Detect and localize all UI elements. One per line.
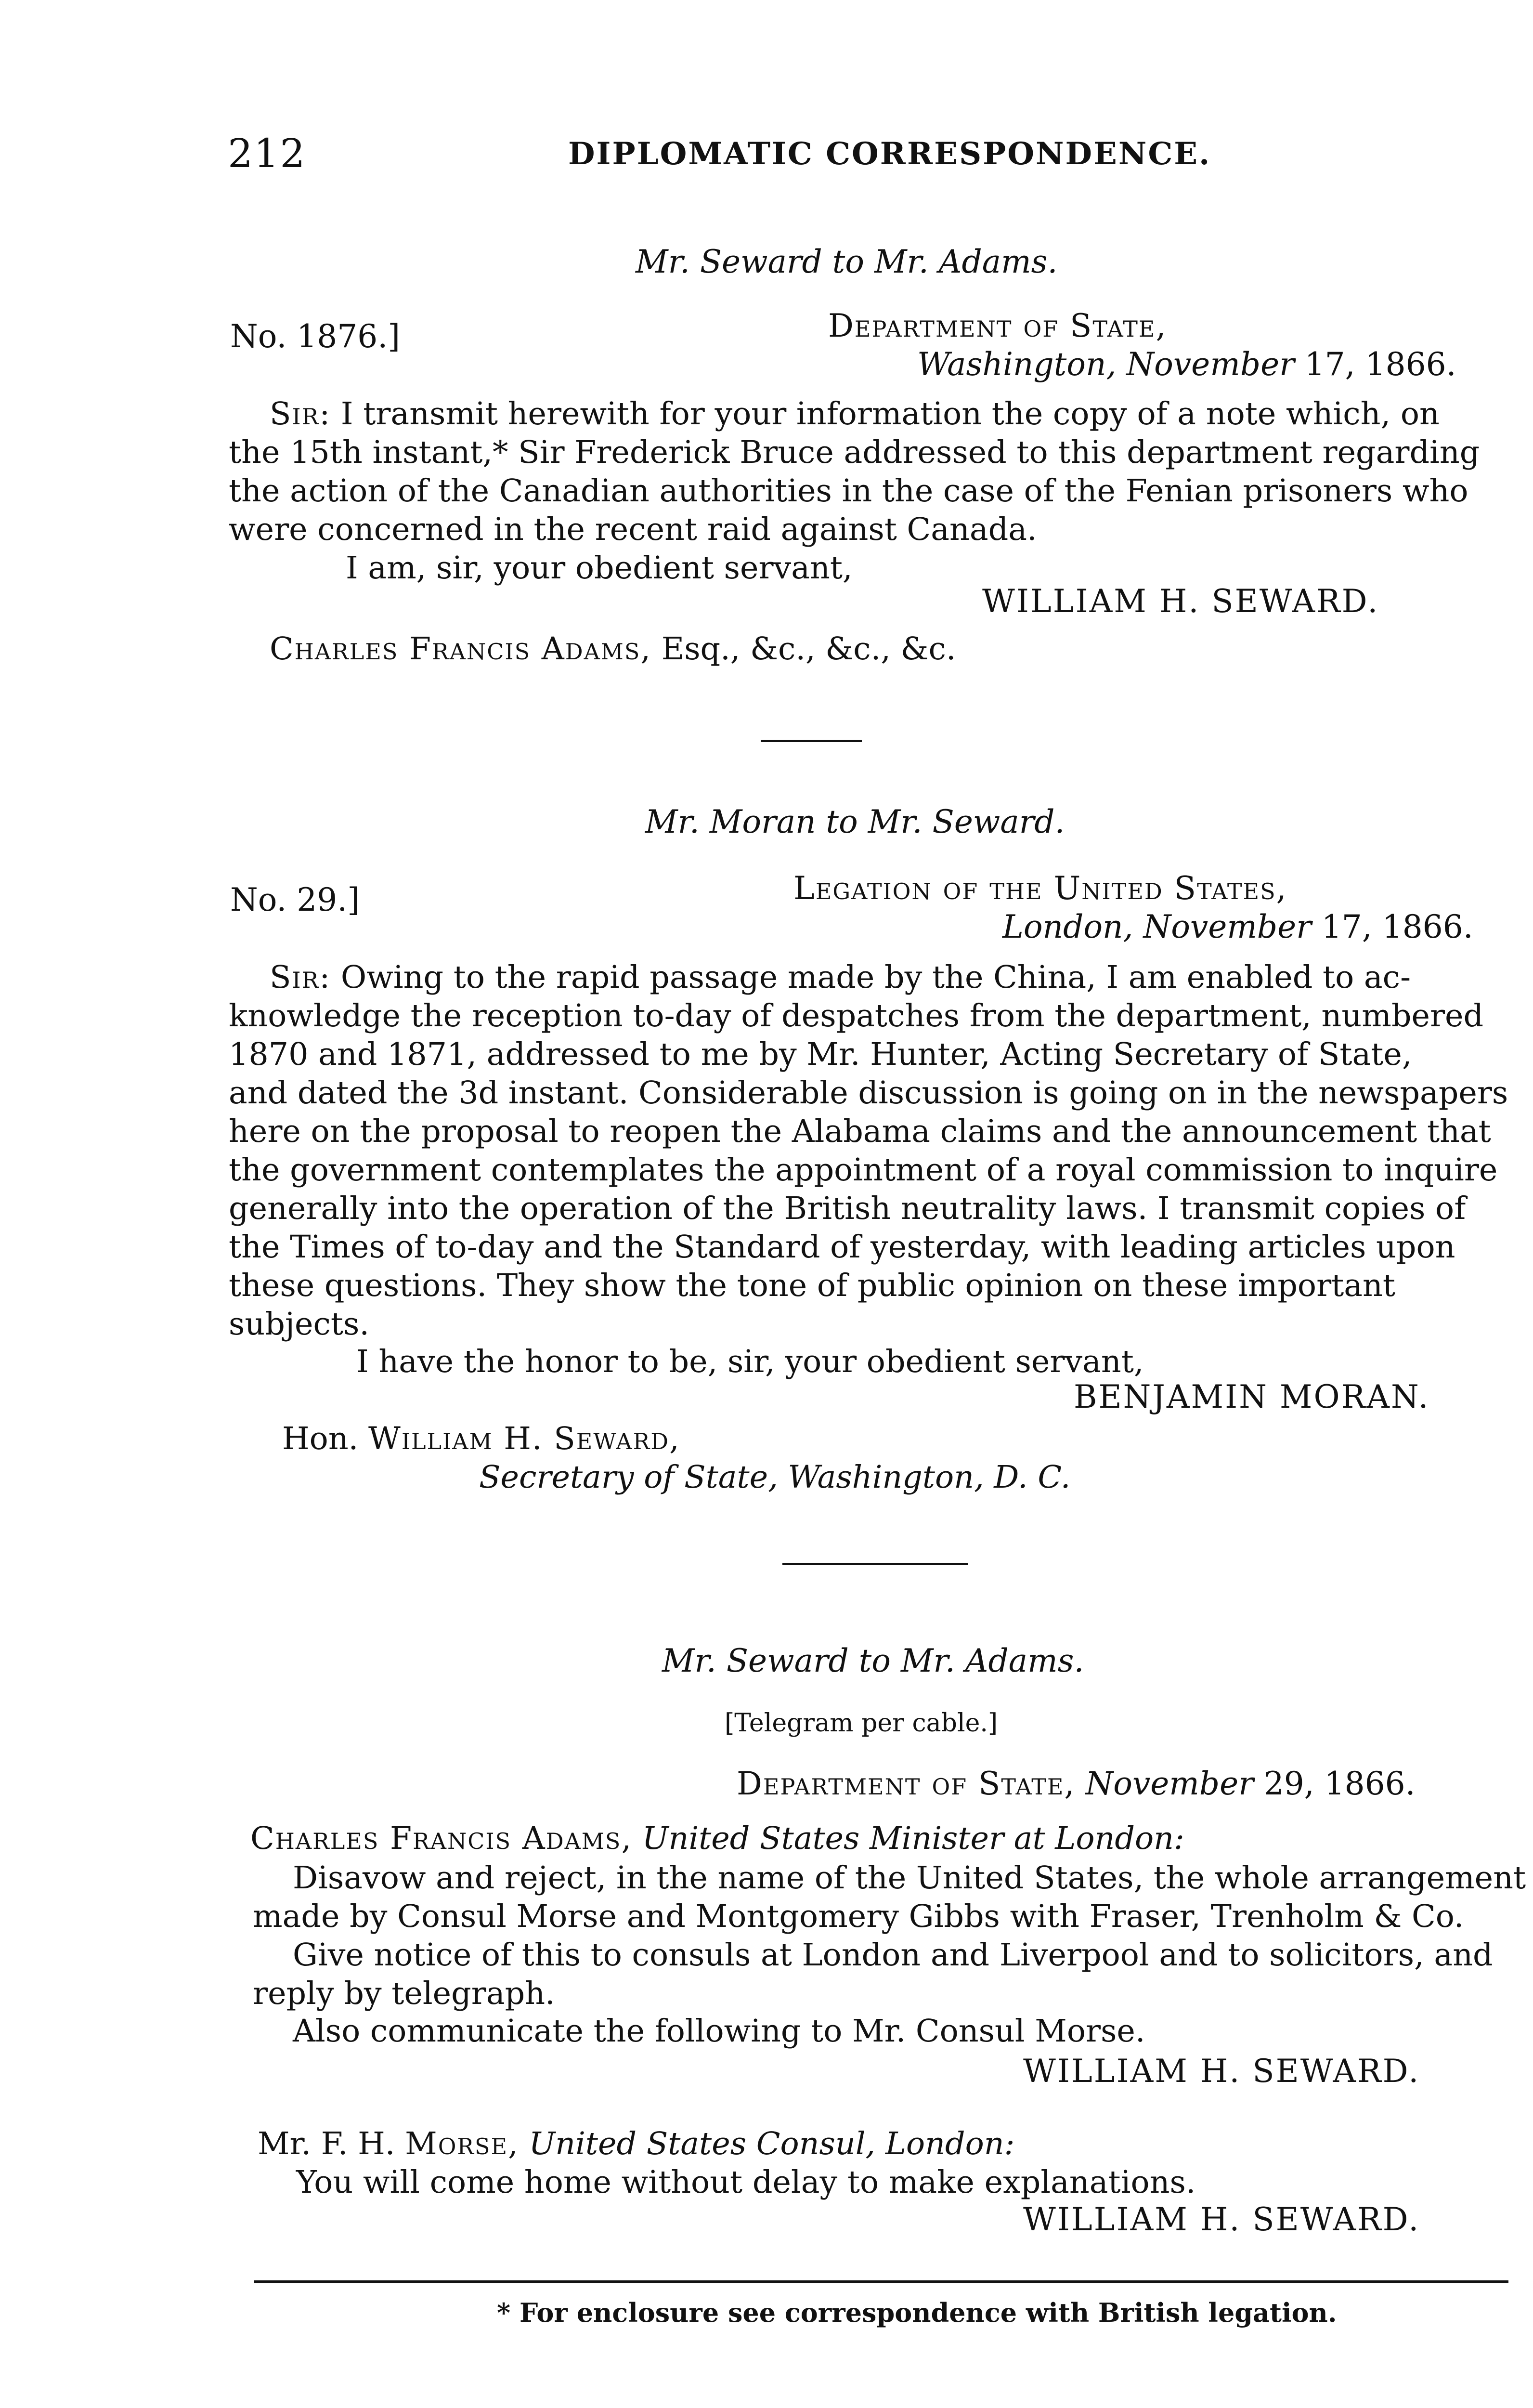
footnote-rule [254,2280,1508,2283]
letter3-subheading: [Telegram per cable.] [725,1709,998,1738]
letter2-salutation: Sir: [270,959,331,995]
letter2-body-6: the government contemplates the appointment of a royal commission to inquire [229,1152,1498,1188]
letter2-body-4: and dated the 3d instant. Considerable discussion is going on in the newspapers [229,1075,1508,1111]
section-divider [761,740,862,742]
page-number: 212 [228,131,306,177]
letter1-body-3: the action of the Canadian authorities in the case of the Fenian prisoners who [229,473,1468,509]
running-title: DIPLOMATIC CORRESPONDENCE. [568,136,1211,172]
letter2-body-10: subjects. [229,1306,369,1342]
letter1-office: Department of State, [828,307,1167,344]
letter2-line-1 [270,959,1411,995]
letter2-body-5: here on the proposal to reopen the Alabama claims and the announcement that [229,1113,1491,1150]
letter2-addressee [282,1421,680,1457]
letter2-body-8: the Times of to-day and the Standard of yesterday, with leading articles upon [229,1229,1455,1265]
letter3-second-signature: WILLIAM H. SEWARD. [1023,2201,1420,2238]
letter1-signature: WILLIAM H. SEWARD. [982,583,1379,620]
letter2-signature: BENJAMIN MORAN. [1074,1378,1430,1415]
letter3-body-5: Also communicate the following to Mr. Consul Morse. [293,2013,1145,2049]
letter2-closing: I have the honor to be, sir, your obedient servant, [356,1344,1144,1380]
letter1-addressee-name: Charles Francis Adams, [270,631,652,667]
letter1-place-date: Washington, November [917,346,1295,383]
letter2-addressee-name: William H. Seward, [368,1421,680,1457]
letter3-date-month: November [1085,1765,1254,1802]
letter2-body-9: these questions. They show the tone of public opinion on these important [229,1268,1395,1304]
letter3-second-name: Morse, [405,2126,519,2162]
letter2-body-3: 1870 and 1871, addressed to me by Mr. Hunter, Acting Secretary of State, [229,1036,1412,1073]
section-divider [782,1563,968,1565]
letter3-body-4: reply by telegraph. [253,1976,555,2012]
letter1-addressee-rest: Esq., &c., &c., &c. [661,631,956,667]
letter2-date-line [1002,908,1473,945]
letter2-body-1: Owing to the rapid passage made by the China, I am enabled to ac- [340,959,1411,995]
letter1-body-2: the 15th instant,* Sir Frederick Bruce addressed to this department regarding [229,434,1480,471]
letter2-number: No. 29.] [230,881,360,918]
letter3-signature: WILLIAM H. SEWARD. [1023,2053,1420,2090]
footnote: * For enclosure see correspondence with British legation. [497,2297,1337,2328]
letter2-addressee-title: Secretary of State, Washington, D. C. [479,1459,1071,1495]
letter1-body-4: were concerned in the recent raid against Canada. [229,511,1037,548]
letter2-body-7: generally into the operation of the British neutrality laws. I transmit copies of [229,1191,1466,1227]
letter3-second-title: United States Consul, London: [529,2126,1015,2162]
letter3-second-addressee [258,2126,1015,2162]
letter2-addressee-prefix: Hon. [282,1421,359,1457]
letter2-place-date: London, November [1002,908,1312,945]
letter2-heading: Mr. Moran to Mr. Seward. [645,803,1065,840]
letter3-body-2: made by Consul Morse and Montgomery Gibbs with Fraser, Trenholm & Co. [253,1898,1464,1935]
letter3-body-1: Disavow and reject, in the name of the United States, the whole arrangement [293,1860,1526,1896]
letter1-date-rest: 17, 1866. [1304,346,1456,383]
letter1-addressee [270,631,956,667]
letter3-addressee-title: United States Minister at London: [642,1820,1184,1857]
letter1-heading: Mr. Seward to Mr. Adams. [636,243,1058,280]
letter2-body-2: knowledge the reception to-day of despatches from the department, numbered [229,998,1484,1034]
letter3-addressee-name: Charles Francis Adams, [250,1820,633,1857]
letter1-line-1 [270,396,1440,432]
letter3-office: Department of State, [737,1765,1076,1802]
letter3-second-prefix: Mr. F. H. [258,2126,395,2162]
letter1-body-1: I transmit herewith for your information the copy of a note which, on [340,396,1440,432]
letter2-date-rest: 17, 1866. [1321,908,1473,945]
letter3-date-rest: 29, 1866. [1263,1765,1416,1802]
letter3-addressee [250,1820,1184,1857]
letter3-heading: Mr. Seward to Mr. Adams. [662,1642,1084,1679]
letter3-date-line [737,1765,1416,1802]
letter1-closing: I am, sir, your obedient servant, [346,550,853,586]
letter1-number: No. 1876.] [230,318,400,355]
letter1-salutation: Sir: [270,396,331,432]
letter3-body-3: Give notice of this to consuls at London and Liverpool and to solicitors, and [293,1937,1493,1973]
letter1-date-line [917,346,1456,383]
letter2-office: Legation of the United States, [793,870,1287,907]
letter3-second-body: You will come home without delay to make explanations. [296,2164,1196,2200]
